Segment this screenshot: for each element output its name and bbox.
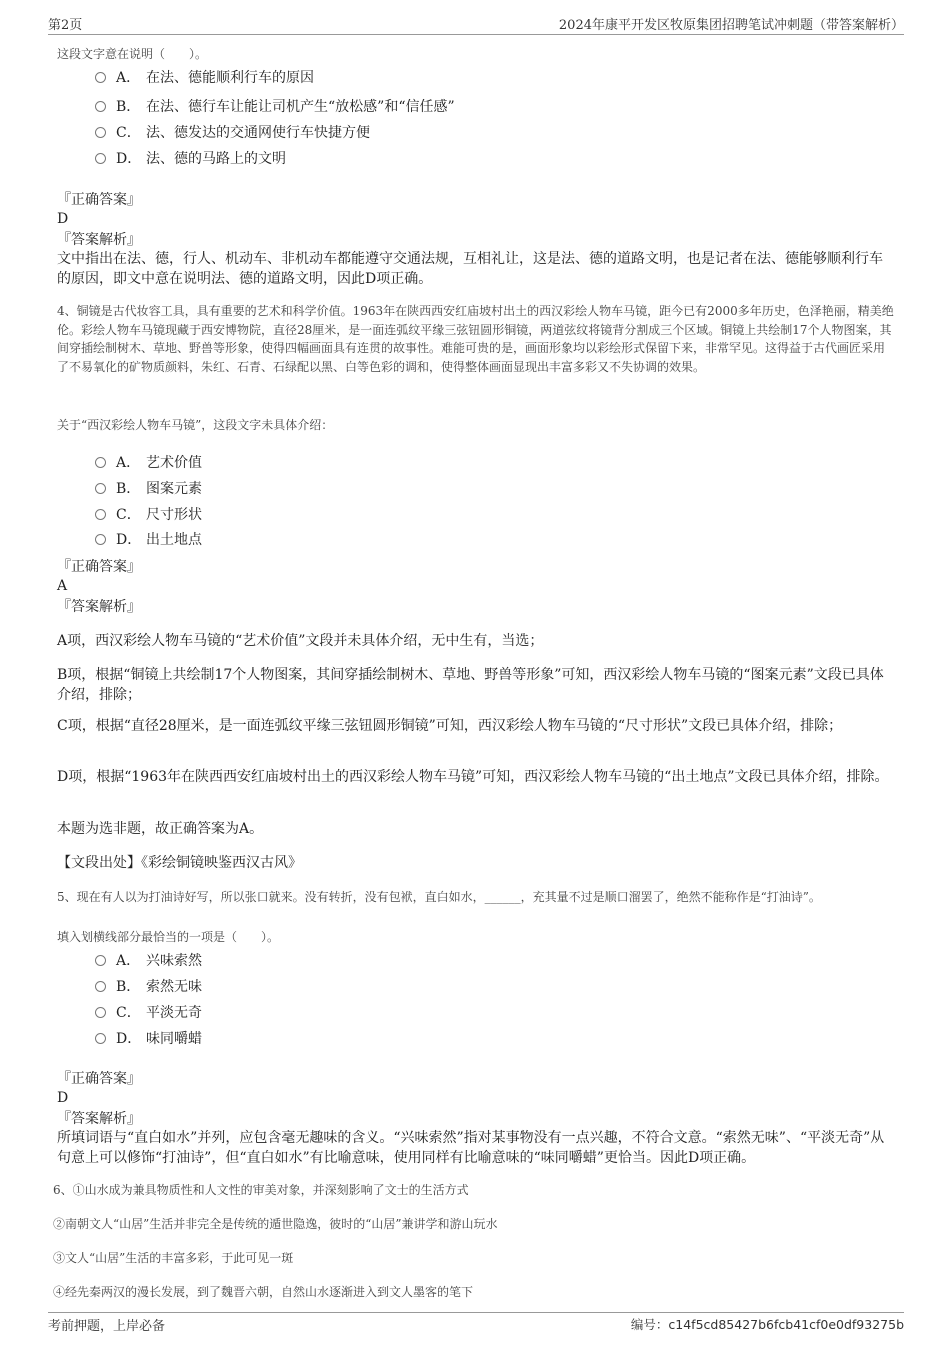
q5-answer-label: 『正确答案』 (57, 1071, 141, 1087)
q4-analysis-d: D项，根据“1963年在陕西西安红庙坡村出土的西汉彩绘人物车马镜”可知，西汉彩绘人物车马镜的“出土地点”文段已具体介绍，排除。 (57, 769, 889, 785)
q5-option-a[interactable]: A． 兴味索然 (95, 950, 202, 970)
q3-option-a[interactable]: A． 在法、德能顺利行车的原因 (95, 67, 314, 87)
footer-id: 编号：c14f5cd85427b6fcb41cf0e0df93275b (630, 1317, 904, 1332)
radio-icon[interactable] (95, 1007, 106, 1018)
q3-analysis: 文中指出在法、德，行人、机动车、非机动车都能遵守交通法规，互相礼让，这是法、德的道路文明，也是记者在法、德能够顺利行车的原因，即文中意在说明法、德的道路文明，因此D项正确。 (57, 251, 883, 287)
q3-stem: 这段文字意在说明（ ）。 (57, 47, 208, 61)
q3-answer: D (57, 211, 69, 227)
document-title: 2024年康平开发区牧原集团招聘笔试冲刺题（带答案解析） (558, 18, 904, 33)
q4-answer: A (57, 578, 68, 594)
q6-line-2: ②南朝文人“山居”生活并非完全是传统的遁世隐逸，彼时的“山居”兼讲学和游山玩水 (53, 1217, 498, 1231)
radio-icon[interactable] (95, 981, 106, 992)
q5-analysis: 所填词语与“直白如水”并列，应包含毫无趣味的含义。“兴味索然”指对某事物没有一点兴趣，不符合文意。“索然无味”、“平淡无奇”从句意上可以修饰“打油诗”，但“直白如水”有比喻意味，使用同样有比喻意味的“味同嚼蜡”更恰当。因此D项正确。 (57, 1130, 885, 1166)
q5-analysis-label: 『答案解析』 (57, 1111, 141, 1127)
radio-icon[interactable] (95, 1033, 106, 1044)
q4-analysis-a: A项，西汉彩绘人物车马镜的“艺术价值”文段并未具体介绍，无中生有，当选； (57, 633, 544, 649)
radio-icon[interactable] (95, 72, 106, 83)
q5-option-b[interactable]: B． 索然无味 (95, 976, 202, 996)
q3-answer-label: 『正确答案』 (57, 192, 141, 208)
q5-stem: 填入划横线部分最恰当的一项是（ ）。 (57, 930, 280, 944)
radio-icon[interactable] (95, 534, 106, 545)
q4-answer-label: 『正确答案』 (57, 559, 141, 575)
q4-option-a[interactable]: A． 艺术价值 (95, 452, 202, 472)
q3-analysis-label: 『答案解析』 (57, 232, 141, 248)
q4-stem: 关于“西汉彩绘人物车马镜”，这段文字未具体介绍： (57, 418, 334, 432)
radio-icon[interactable] (95, 127, 106, 138)
radio-icon[interactable] (95, 483, 106, 494)
q5-answer: D (57, 1090, 69, 1106)
q6-line-3: ③文人“山居”生活的丰富多彩，于此可见一斑 (53, 1251, 294, 1265)
q6-line-1: 6、①山水成为兼具物质性和人文性的审美对象，并深刻影响了文士的生活方式 (53, 1183, 469, 1197)
q4-source: 【文段出处】《彩绘铜镜映鉴西汉古风》 (57, 855, 302, 871)
q5-passage: 5、现在有人以为打油诗好写，所以张口就来。没有转折，没有包袱，直白如水，______，充其量不过是顺口溜罢了，绝然不能称作是“打油诗”。 (57, 890, 821, 904)
page-number: 第2页 (48, 18, 83, 33)
q5-option-c[interactable]: C． 平淡无奇 (95, 1002, 202, 1022)
radio-icon[interactable] (95, 101, 106, 112)
q3-option-c[interactable]: C． 法、德发达的交通网使行车快捷方便 (95, 122, 370, 142)
q5-option-d[interactable]: D． 味同嚼蜡 (95, 1028, 202, 1048)
radio-icon[interactable] (95, 509, 106, 520)
q3-option-d[interactable]: D． 法、德的马路上的文明 (95, 148, 286, 168)
q4-option-c[interactable]: C． 尺寸形状 (95, 504, 202, 524)
page-header (48, 14, 904, 35)
q4-analysis-c: C项，根据“直径28厘米，是一面连弧纹平缘三弦钮圆形铜镜”可知，西汉彩绘人物车马镜的“尺寸形状”文段已具体介绍，排除； (57, 718, 843, 734)
q4-analysis-conclusion: 本题为选非题，故正确答案为A。 (57, 821, 264, 837)
q4-option-b[interactable]: B． 图案元素 (95, 478, 202, 498)
q4-analysis-label: 『答案解析』 (57, 599, 141, 615)
radio-icon[interactable] (95, 457, 106, 468)
radio-icon[interactable] (95, 955, 106, 966)
footer-slogan: 考前押题，上岸必备 (48, 1319, 166, 1334)
q4-passage: 4、铜镜是古代妆容工具，具有重要的艺术和科学价值。1963年在陕西西安红庙坡村出土的西汉彩绘人物车马镜，距今已有2000多年历史，色泽艳丽，精美绝伦。彩绘人物车马镜现藏于西安博物院，直径28厘米，是一面连弧纹平缘三弦钮圆形铜镜，两道弦纹将镜背分割成三个区域。铜镜上共绘制17个人物图案，其间穿插绘制树木、草地、野兽等形象，使得四幅画面具有连贯的故事性。难能可贵的是，画面形象均以彩绘形式保留下来，非常罕见。这得益于古代画匠采用了不易氧化的矿物质颜料，朱红、石青、石绿配以黑、白等色彩的调和，使得整体画面显现出丰富多彩又不失协调的效果。 (57, 304, 894, 374)
radio-icon[interactable] (95, 153, 106, 164)
q4-analysis-b: B项，根据“铜镜上共绘制17个人物图案，其间穿插绘制树木、草地、野兽等形象”可知，西汉彩绘人物车马镜的“图案元素”文段已具体介绍，排除； (57, 667, 884, 703)
page-footer (48, 1312, 904, 1335)
q6-line-4: ④经先秦两汉的漫长发展，到了魏晋六朝，自然山水逐渐进入到文人墨客的笔下 (53, 1285, 474, 1299)
q4-option-d[interactable]: D． 出土地点 (95, 529, 202, 549)
q3-option-b[interactable]: B． 在法、德行车让能让司机产生“放松感”和“信任感” (95, 96, 455, 116)
